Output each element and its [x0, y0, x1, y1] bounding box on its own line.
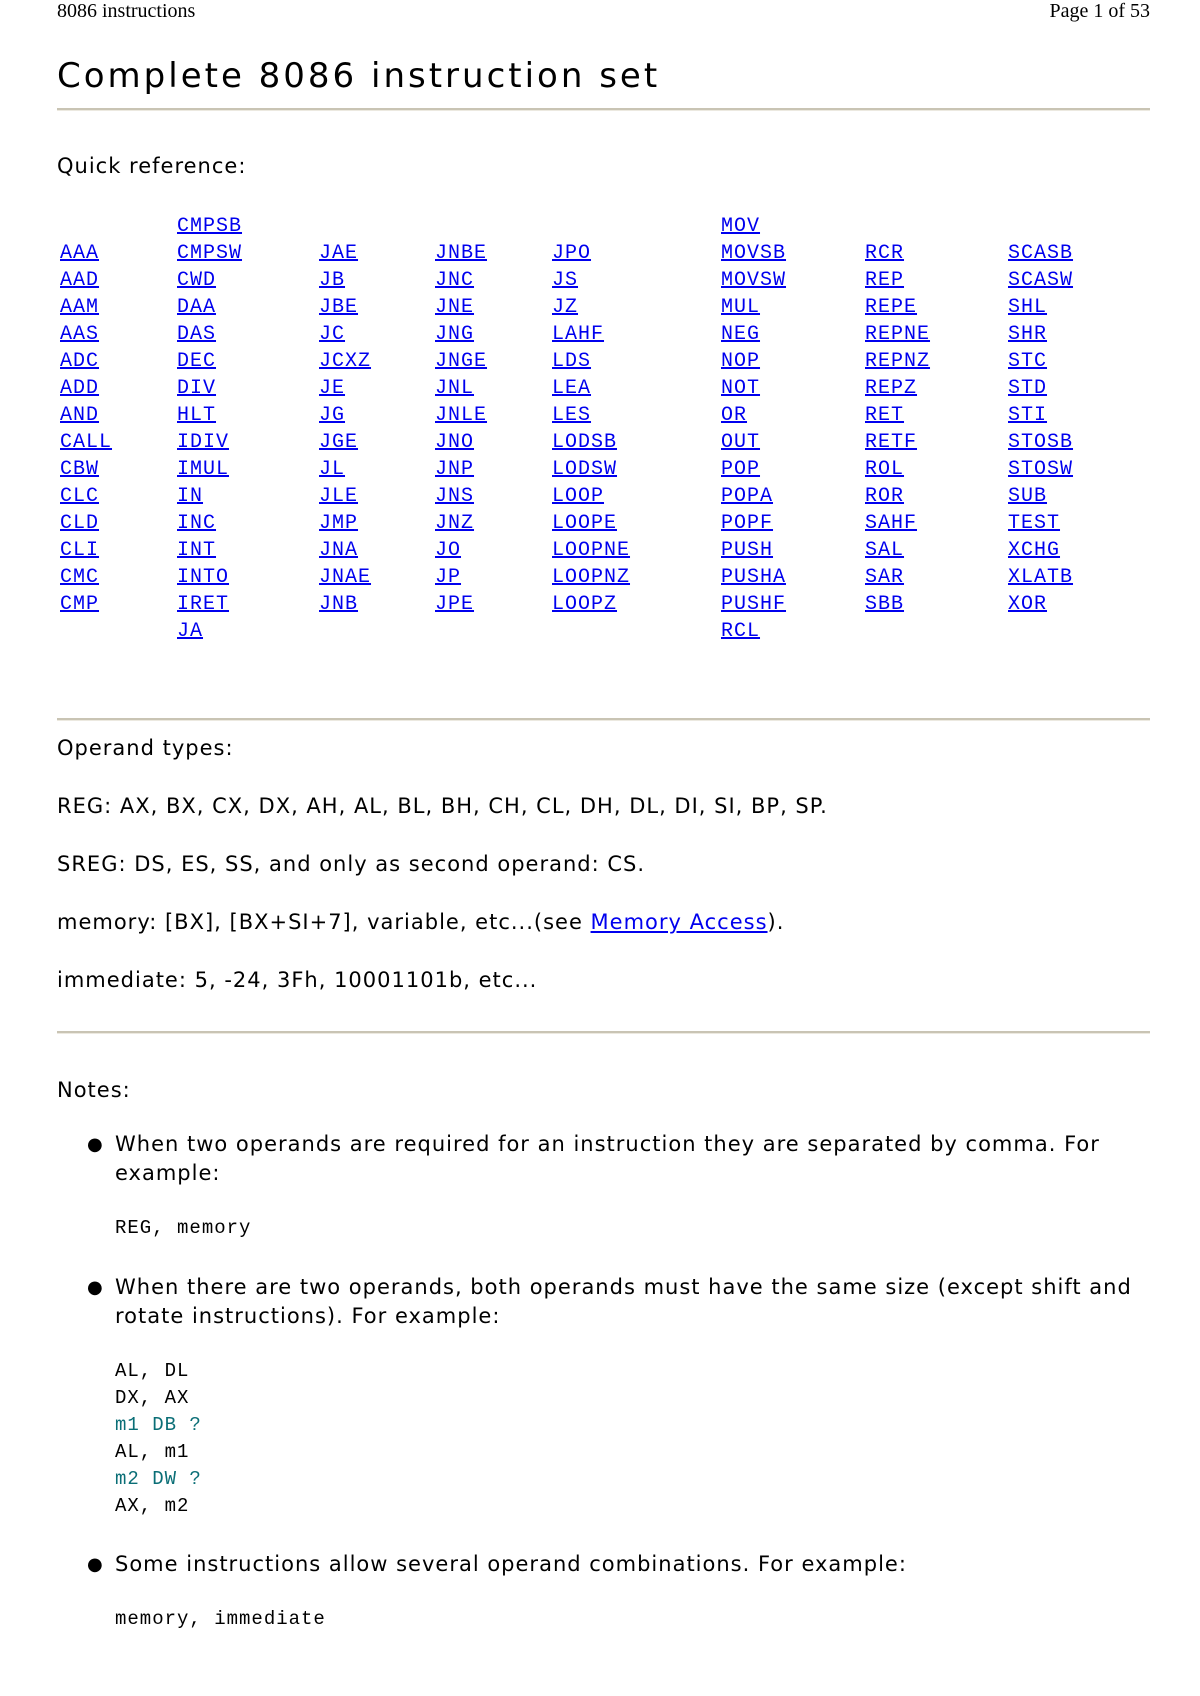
instruction-link-pusha[interactable]: PUSHA — [721, 566, 787, 589]
instruction-link-popa[interactable]: POPA — [721, 485, 774, 508]
memory-text-suffix: ). — [767, 910, 785, 934]
code-line: AL, m1 — [115, 1441, 190, 1463]
instruction-link-neg[interactable]: NEG — [721, 323, 761, 346]
instruction-column — [1008, 213, 1148, 618]
instruction-link-daa[interactable]: DAA — [177, 296, 217, 319]
title-divider — [57, 108, 1150, 111]
instruction-link-into[interactable]: INTO — [177, 566, 230, 589]
instruction-link-jnge[interactable]: JNGE — [435, 350, 488, 373]
print-header-page-number: Page 1 of 53 — [1049, 0, 1150, 22]
instruction-link-jpe[interactable]: JPE — [435, 593, 475, 616]
instruction-link-je[interactable]: JE — [319, 377, 346, 400]
instruction-link-lodsb[interactable]: LODSB — [552, 431, 618, 454]
instruction-link-iret[interactable]: IRET — [177, 593, 230, 616]
instruction-link-jnbe[interactable]: JNBE — [435, 242, 488, 265]
operand-types-label: Operand types: — [57, 736, 234, 760]
instruction-link-hlt[interactable]: HLT — [177, 404, 217, 427]
instruction-column — [865, 213, 1005, 618]
instruction-link-jno[interactable]: JNO — [435, 431, 475, 454]
instruction-link-cwd[interactable]: CWD — [177, 269, 217, 292]
print-header — [57, 0, 1150, 30]
instruction-link-loopnz[interactable]: LOOPNZ — [552, 566, 631, 589]
instruction-link-jpo[interactable]: JPO — [552, 242, 592, 265]
instruction-link-cmp[interactable]: CMP — [60, 593, 100, 616]
grid-spacer — [865, 213, 1005, 240]
instruction-link-repe[interactable]: REPE — [865, 296, 918, 319]
instruction-link-scasw[interactable]: SCASW — [1008, 269, 1074, 292]
instruction-link-jo[interactable]: JO — [435, 539, 462, 562]
instruction-link-div[interactable]: DIV — [177, 377, 217, 400]
instruction-link-rep[interactable]: REP — [865, 269, 905, 292]
instruction-link-sahf[interactable]: SAHF — [865, 512, 918, 535]
instruction-link-stosw[interactable]: STOSW — [1008, 458, 1074, 481]
instruction-link-rol[interactable]: ROL — [865, 458, 905, 481]
instruction-link-sar[interactable]: SAR — [865, 566, 905, 589]
code-line: memory, immediate — [115, 1608, 326, 1630]
code-line: DX, AX — [115, 1387, 190, 1409]
instruction-index-grid — [0, 213, 1200, 653]
grid-spacer — [1008, 213, 1148, 240]
instruction-link-repnz[interactable]: REPNZ — [865, 350, 931, 373]
instruction-link-sbb[interactable]: SBB — [865, 593, 905, 616]
instruction-link-jnb[interactable]: JNB — [319, 593, 359, 616]
operand-type-immediate: immediate: 5, -24, 3Fh, 10001101b, etc... — [57, 968, 538, 992]
instruction-link-jnc[interactable]: JNC — [435, 269, 475, 292]
instruction-link-movsb[interactable]: MOVSB — [721, 242, 787, 265]
instruction-link-aas[interactable]: AAS — [60, 323, 100, 346]
instruction-link-cli[interactable]: CLI — [60, 539, 100, 562]
instruction-link-ror[interactable]: ROR — [865, 485, 905, 508]
note-text: When two operands are required for an instruction they are separated by comma. For example: — [115, 1132, 1100, 1185]
instruction-link-repz[interactable]: REPZ — [865, 377, 918, 400]
instruction-link-repne[interactable]: REPNE — [865, 323, 931, 346]
instruction-link-aad[interactable]: AAD — [60, 269, 100, 292]
code-line-declaration: m2 DW ? — [115, 1468, 202, 1490]
bullet-icon: ● — [87, 1134, 104, 1155]
note-text: When there are two operands, both operands must have the same size (except shift and rotate instructions). For example: — [115, 1275, 1132, 1328]
instruction-link-ret[interactable]: RET — [865, 404, 905, 427]
instruction-link-popf[interactable]: POPF — [721, 512, 774, 535]
instruction-link-dec[interactable]: DEC — [177, 350, 217, 373]
instruction-link-jcxz[interactable]: JCXZ — [319, 350, 372, 373]
instruction-column — [552, 213, 692, 618]
instruction-link-cmc[interactable]: CMC — [60, 566, 100, 589]
instruction-link-pushf[interactable]: PUSHF — [721, 593, 787, 616]
instruction-link-sub[interactable]: SUB — [1008, 485, 1048, 508]
memory-text-prefix: memory: [BX], [BX+SI+7], variable, etc...(see — [57, 910, 591, 934]
instruction-link-jle[interactable]: JLE — [319, 485, 359, 508]
instruction-link-mov[interactable]: MOV — [721, 215, 761, 238]
operand-type-reg: REG: AX, BX, CX, DX, AH, AL, BL, BH, CH, CL, DH, DL, DI, SI, BP, SP. — [57, 794, 828, 818]
instruction-link-cld[interactable]: CLD — [60, 512, 100, 535]
instruction-link-in[interactable]: IN — [177, 485, 204, 508]
instruction-link-mul[interactable]: MUL — [721, 296, 761, 319]
instruction-link-lahf[interactable]: LAHF — [552, 323, 605, 346]
instruction-link-clc[interactable]: CLC — [60, 485, 100, 508]
instruction-link-jge[interactable]: JGE — [319, 431, 359, 454]
instruction-link-retf[interactable]: RETF — [865, 431, 918, 454]
code-line: AX, m2 — [115, 1495, 190, 1517]
code-line: REG, memory — [115, 1217, 252, 1239]
instruction-link-rcl[interactable]: RCL — [721, 620, 761, 643]
instruction-link-jna[interactable]: JNA — [319, 539, 359, 562]
instruction-link-jns[interactable]: JNS — [435, 485, 475, 508]
memory-access-link[interactable]: Memory Access — [590, 910, 768, 934]
bullet-icon: ● — [87, 1554, 104, 1575]
instruction-link-jnae[interactable]: JNAE — [319, 566, 372, 589]
instruction-link-cbw[interactable]: CBW — [60, 458, 100, 481]
instruction-column — [177, 213, 317, 645]
instruction-link-test[interactable]: TEST — [1008, 512, 1061, 535]
instruction-link-jb[interactable]: JB — [319, 269, 346, 292]
instruction-link-jnle[interactable]: JNLE — [435, 404, 488, 427]
instruction-link-les[interactable]: LES — [552, 404, 592, 427]
code-example — [115, 1606, 326, 1633]
instruction-link-sal[interactable]: SAL — [865, 539, 905, 562]
print-header-doc-title: 8086 instructions — [57, 0, 196, 22]
instruction-link-aam[interactable]: AAM — [60, 296, 100, 319]
instruction-link-jne[interactable]: JNE — [435, 296, 475, 319]
instruction-link-idiv[interactable]: IDIV — [177, 431, 230, 454]
instruction-link-adc[interactable]: ADC — [60, 350, 100, 373]
instruction-link-cmpsw[interactable]: CMPSW — [177, 242, 243, 265]
operand-type-memory — [57, 910, 784, 934]
quick-reference-label: Quick reference: — [57, 154, 247, 178]
grid-spacer — [552, 213, 692, 240]
instruction-link-loope[interactable]: LOOPE — [552, 512, 618, 535]
instruction-link-jc[interactable]: JC — [319, 323, 346, 346]
instruction-link-jbe[interactable]: JBE — [319, 296, 359, 319]
instruction-link-std[interactable]: STD — [1008, 377, 1048, 400]
instruction-link-jae[interactable]: JAE — [319, 242, 359, 265]
instruction-link-ja[interactable]: JA — [177, 620, 204, 643]
instruction-link-jnp[interactable]: JNP — [435, 458, 475, 481]
instruction-link-nop[interactable]: NOP — [721, 350, 761, 373]
instruction-link-loopz[interactable]: LOOPZ — [552, 593, 618, 616]
instruction-link-lodsw[interactable]: LODSW — [552, 458, 618, 481]
instruction-link-loopne[interactable]: LOOPNE — [552, 539, 631, 562]
instruction-column — [721, 213, 861, 645]
instruction-link-imul[interactable]: IMUL — [177, 458, 230, 481]
instruction-link-jng[interactable]: JNG — [435, 323, 475, 346]
instruction-link-int[interactable]: INT — [177, 539, 217, 562]
instruction-link-scasb[interactable]: SCASB — [1008, 242, 1074, 265]
instruction-link-jnl[interactable]: JNL — [435, 377, 475, 400]
section-divider — [57, 1031, 1150, 1034]
instruction-link-loop[interactable]: LOOP — [552, 485, 605, 508]
instruction-link-xchg[interactable]: XCHG — [1008, 539, 1061, 562]
instruction-link-or[interactable]: OR — [721, 404, 748, 427]
instruction-link-rcr[interactable]: RCR — [865, 242, 905, 265]
instruction-link-push[interactable]: PUSH — [721, 539, 774, 562]
instruction-link-js[interactable]: JS — [552, 269, 579, 292]
instruction-link-jl[interactable]: JL — [319, 458, 346, 481]
instruction-link-cmpsb[interactable]: CMPSB — [177, 215, 243, 238]
instruction-link-jz[interactable]: JZ — [552, 296, 579, 319]
instruction-link-out[interactable]: OUT — [721, 431, 761, 454]
instruction-link-movsw[interactable]: MOVSW — [721, 269, 787, 292]
instruction-link-shl[interactable]: SHL — [1008, 296, 1048, 319]
code-example — [115, 1215, 251, 1242]
note-text: Some instructions allow several operand combinations. For example: — [115, 1552, 907, 1576]
instruction-link-call[interactable]: CALL — [60, 431, 113, 454]
instruction-link-xor[interactable]: XOR — [1008, 593, 1048, 616]
instruction-link-add[interactable]: ADD — [60, 377, 100, 400]
instruction-link-jp[interactable]: JP — [435, 566, 462, 589]
instruction-link-not[interactable]: NOT — [721, 377, 761, 400]
code-line-declaration: m1 DB ? — [115, 1414, 202, 1436]
instruction-link-aaa[interactable]: AAA — [60, 242, 100, 265]
operand-type-sreg: SREG: DS, ES, SS, and only as second operand: CS. — [57, 852, 646, 876]
instruction-link-stosb[interactable]: STOSB — [1008, 431, 1074, 454]
instruction-link-lea[interactable]: LEA — [552, 377, 592, 400]
notes-label: Notes: — [57, 1078, 131, 1102]
code-example — [115, 1358, 202, 1520]
instruction-link-pop[interactable]: POP — [721, 458, 761, 481]
instruction-link-sti[interactable]: STI — [1008, 404, 1048, 427]
instruction-link-jnz[interactable]: JNZ — [435, 512, 475, 535]
instruction-link-lds[interactable]: LDS — [552, 350, 592, 373]
section-divider — [57, 718, 1150, 721]
instruction-link-and[interactable]: AND — [60, 404, 100, 427]
bullet-icon: ● — [87, 1277, 104, 1298]
instruction-link-shr[interactable]: SHR — [1008, 323, 1048, 346]
instruction-link-stc[interactable]: STC — [1008, 350, 1048, 373]
instruction-link-xlatb[interactable]: XLATB — [1008, 566, 1074, 589]
instruction-link-das[interactable]: DAS — [177, 323, 217, 346]
instruction-link-jmp[interactable]: JMP — [319, 512, 359, 535]
instruction-link-jg[interactable]: JG — [319, 404, 346, 427]
instruction-link-inc[interactable]: INC — [177, 512, 217, 535]
code-line: AL, DL — [115, 1360, 190, 1382]
page-title: Complete 8086 instruction set — [57, 56, 661, 96]
